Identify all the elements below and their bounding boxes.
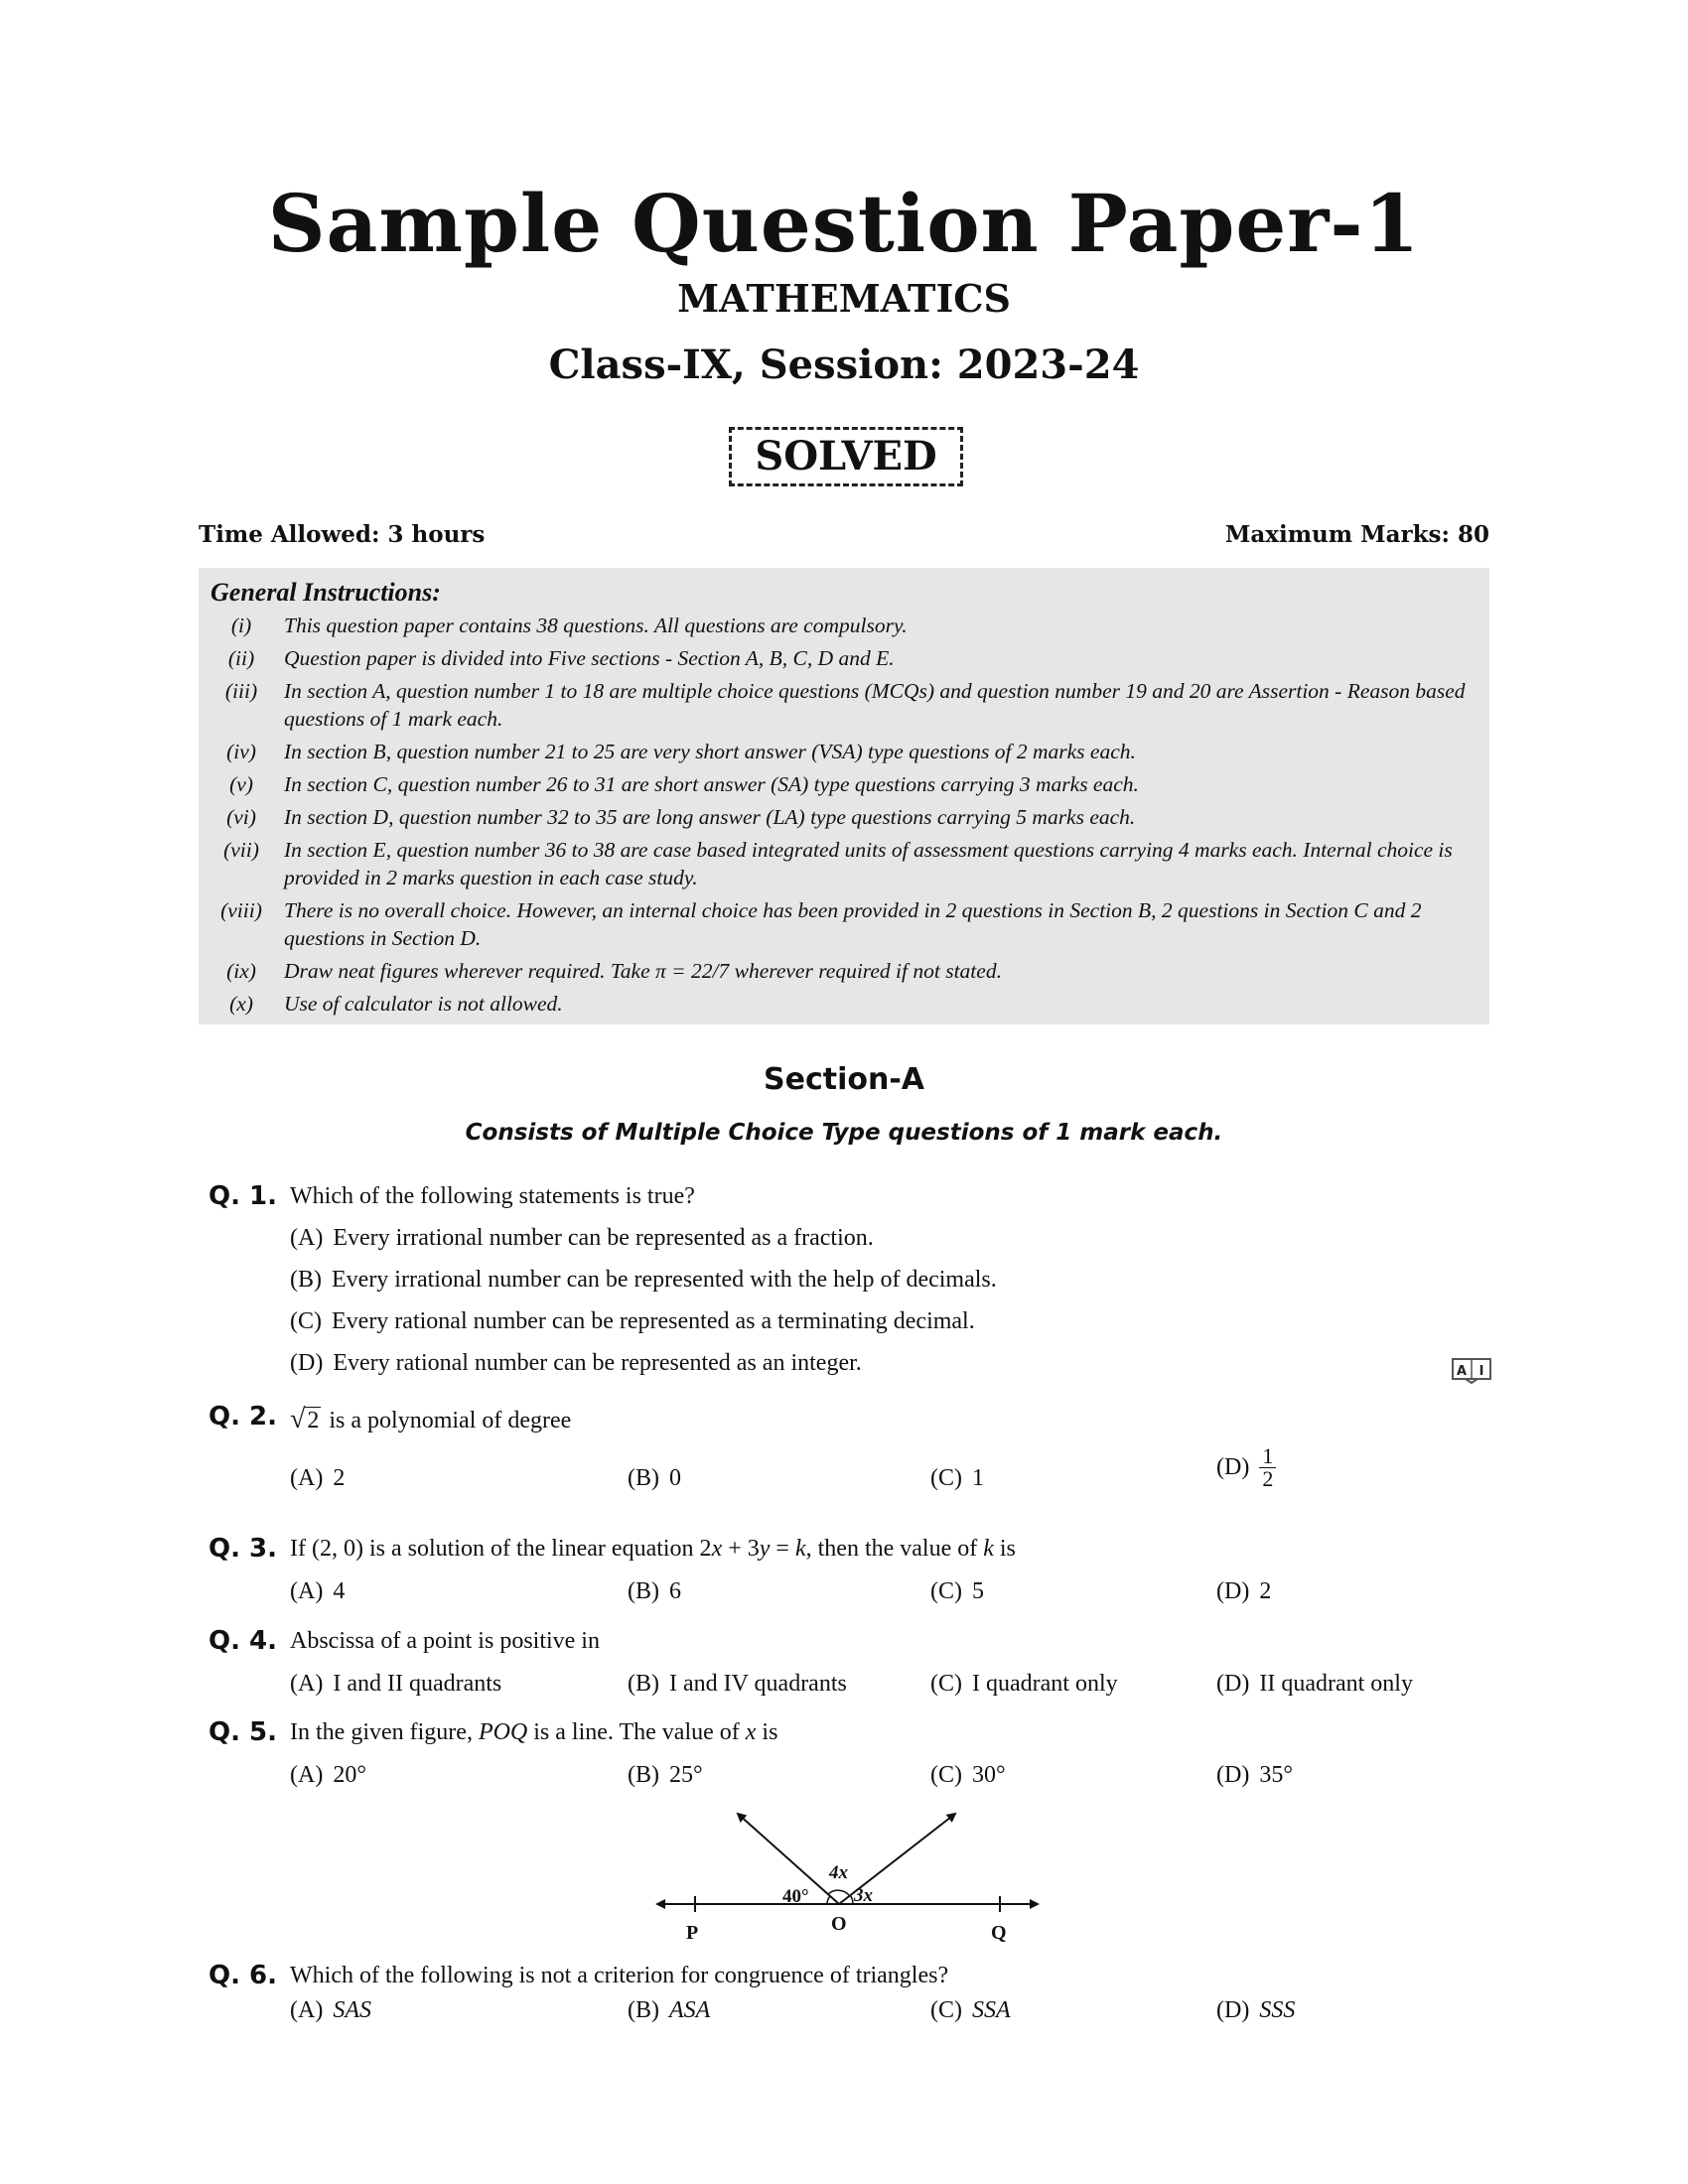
option-text: SSS [1259,1997,1296,2023]
question-number: Q. 6. [209,1961,277,1990]
question-number: Q. 3. [209,1534,277,1564]
option-text: SSA [972,1997,1011,2023]
question-text [290,1536,1016,1563]
option-label: (C) [290,1308,322,1334]
ai-badge-letter-a: A [1456,1364,1468,1379]
option-text: Every rational number can be represented as a terminating decimal. [332,1308,975,1334]
option-label: (A) [290,1762,324,1788]
radicand: 2 [307,1408,320,1433]
option-b [628,1997,710,2024]
option-label: (D) [1216,1671,1250,1697]
instructions-heading: General Instructions: [211,578,441,607]
instruction-number: (iv) [226,740,256,763]
option-text: I and IV quadrants [669,1671,847,1697]
option-b [628,1578,681,1605]
option-text: Every irrational number can be represented as a fraction. [333,1225,874,1251]
fraction-denominator: 2 [1262,1466,1274,1491]
q5-text-mid: is a line. The value of [527,1719,746,1745]
option-label: (B) [290,1267,322,1293]
label-o: O [831,1913,847,1935]
option-text: II quadrant only [1259,1671,1413,1697]
q5-text-pre: In the given figure, [290,1719,479,1745]
q3-text-mid1: + 3 [722,1536,760,1562]
var-x: x [711,1536,723,1562]
instruction-number: (ix) [226,959,256,983]
q3-text-mid2: = [770,1536,795,1562]
var-k: k [983,1536,994,1562]
instruction-number: (iii) [224,679,258,703]
option-c [930,1997,1011,2024]
option-c [930,1671,1118,1698]
option-label: (C) [930,1762,962,1788]
option-c [290,1308,975,1335]
option-label: (B) [628,1465,659,1491]
option-label: (D) [1216,1997,1250,2023]
instruction-text: In section E, question number 36 to 38 are case based integrated units of assessment questions carrying 4 marks each. Internal choice is provided in 2 marks question in each case study. [284,838,1453,889]
option-text: 6 [669,1578,681,1604]
option-d [1216,1997,1295,2024]
option-label: (C) [930,1997,962,2023]
instruction-item [211,677,1479,733]
option-text: 4 [333,1578,346,1604]
question-text: Which of the following is not a criterion for congruence of triangles? [290,1963,949,1988]
option-a [290,1225,874,1252]
maximum-marks: Maximum Marks: 80 [1224,521,1489,548]
question-text [290,1404,571,1435]
label-4x: 4x [829,1862,848,1883]
line-name: POQ [478,1719,528,1745]
general-instructions-box [199,568,1489,1024]
option-text: 35° [1259,1762,1293,1788]
option-d [1216,1671,1413,1698]
section-title: Section-A [764,1062,924,1097]
option-label: (B) [628,1671,659,1697]
angle-arc-top [828,1890,849,1895]
angle-arc-right [850,1895,853,1904]
option-label: (D) [1216,1762,1250,1788]
var-y: y [759,1536,771,1562]
instruction-item [211,738,1479,765]
question-text: Abscissa of a point is positive in [290,1628,600,1654]
instruction-text: Draw neat figures wherever required. Take π = 22/7 wherever required if not stated. [284,959,1002,983]
instruction-number: (v) [229,772,253,796]
radical-sign: √ [290,1404,306,1434]
class-session: Class-IX, Session: 2023-24 [548,341,1140,388]
instruction-item [211,957,1479,985]
q5-text-post: is [756,1719,778,1745]
fraction [1259,1445,1276,1490]
instruction-text: There is no overall choice. However, an internal choice has been provided in 2 questions in Section B, 2 questions in Section C and 2 questions in Section D. [284,898,1422,950]
option-text: 5 [972,1578,984,1604]
option-a [290,1997,371,2024]
option-text: I and II quadrants [333,1671,502,1697]
question-text [290,1719,777,1746]
fraction-numerator: 1 [1259,1445,1276,1468]
option-text: 0 [669,1465,681,1491]
instruction-text: In section B, question number 21 to 25 are very short answer (VSA) type questions of 2 marks each. [284,740,1136,763]
option-a [290,1762,366,1789]
option-d [1216,1578,1271,1605]
var-k: k [794,1536,806,1562]
ai-book-icon [1452,1358,1491,1384]
question-text-body: is a polynomial of degree [329,1408,572,1433]
option-label: (B) [628,1578,659,1604]
option-label: (C) [930,1671,962,1697]
question-number: Q. 1. [209,1181,277,1211]
instruction-text: In section D, question number 32 to 35 are long answer (LA) type questions carrying 5 marks each. [284,805,1136,829]
instruction-item [211,644,1479,672]
question-text: Which of the following statements is true? [290,1183,695,1209]
instruction-text: This question paper contains 38 questions. All questions are compulsory. [284,614,908,637]
option-label: (A) [290,1578,324,1604]
instruction-item [211,803,1479,831]
option-text: 2 [1259,1578,1272,1604]
q3-text-pre: If (2, 0) is a solution of the linear equation 2 [290,1536,712,1562]
option-d [1216,1445,1276,1490]
instruction-number: (viii) [220,898,262,922]
time-allowed: Time Allowed: 3 hours [199,521,486,548]
option-text: I quadrant only [972,1671,1118,1697]
instruction-number: (i) [230,614,252,637]
label-3x: 3x [854,1885,873,1906]
option-text: ASA [669,1997,711,2023]
option-d [1216,1762,1293,1789]
section-subtitle: Consists of Multiple Choice Type questions of 1 mark each. [465,1120,1223,1146]
option-text: 20° [333,1762,366,1788]
option-c [930,1762,1006,1789]
option-b [628,1671,847,1698]
option-label: (C) [930,1465,962,1491]
instruction-item [211,896,1479,952]
instruction-number: (x) [229,992,253,1016]
option-a [290,1578,345,1605]
q3-text-post: is [993,1536,1016,1562]
instruction-item [211,770,1479,798]
angle-figure [645,1802,1053,1951]
option-text: 2 [333,1465,346,1491]
option-a [290,1465,345,1492]
option-label: (D) [290,1350,324,1376]
page-title: Sample Question Paper-1 [267,177,1421,270]
instruction-item [211,612,1479,639]
q3-text-mid3: , then the value of [805,1536,984,1562]
option-b [628,1762,703,1789]
instruction-text: In section A, question number 1 to 18 are multiple choice questions (MCQs) and question number 19 and 20 are Assertion - Reason based questions of 1 mark each. [284,679,1466,731]
option-b [290,1267,997,1294]
option-label: (D) [1216,1578,1250,1604]
option-label: (D) [1216,1454,1250,1480]
instruction-text: In section C, question number 26 to 31 are short answer (SA) type questions carrying 3 marks each. [284,772,1139,796]
angle-arc-left [827,1896,830,1904]
option-label: (C) [930,1578,962,1604]
subject-title: MATHEMATICS [677,276,1011,321]
instruction-text: Question paper is divided into Five sections - Section A, B, C, D and E. [284,646,895,670]
instruction-text: Use of calculator is not allowed. [284,992,563,1016]
instruction-item [211,990,1479,1018]
var-x: x [745,1719,757,1745]
label-p: P [686,1922,699,1944]
option-text: 25° [669,1762,703,1788]
option-label: (A) [290,1225,324,1251]
option-a [290,1671,501,1698]
option-label: (A) [290,1997,324,2023]
option-label: (B) [628,1762,659,1788]
label-q: Q [991,1922,1007,1944]
option-label: (B) [628,1997,659,2023]
question-number: Q. 4. [209,1626,277,1656]
instruction-number: (ii) [227,646,255,670]
option-b [628,1465,681,1492]
ai-badge-letter-i: I [1478,1364,1484,1379]
instruction-item [211,836,1479,891]
option-text: 30° [972,1762,1006,1788]
option-c [930,1578,984,1605]
label-40: 40° [782,1886,809,1907]
instruction-number: (vi) [226,805,256,829]
option-text: Every irrational number can be represented with the help of decimals. [332,1267,997,1293]
option-d [290,1350,862,1377]
option-text: Every rational number can be represented as an integer. [333,1350,862,1376]
question-number: Q. 5. [209,1717,277,1747]
option-label: (A) [290,1671,324,1697]
solved-badge: SOLVED [729,427,963,486]
option-text: SAS [333,1997,371,2023]
option-text: 1 [972,1465,984,1491]
instruction-number: (vii) [223,838,259,862]
option-c [930,1465,984,1492]
question-number: Q. 2. [209,1402,277,1432]
option-label: (A) [290,1465,324,1491]
